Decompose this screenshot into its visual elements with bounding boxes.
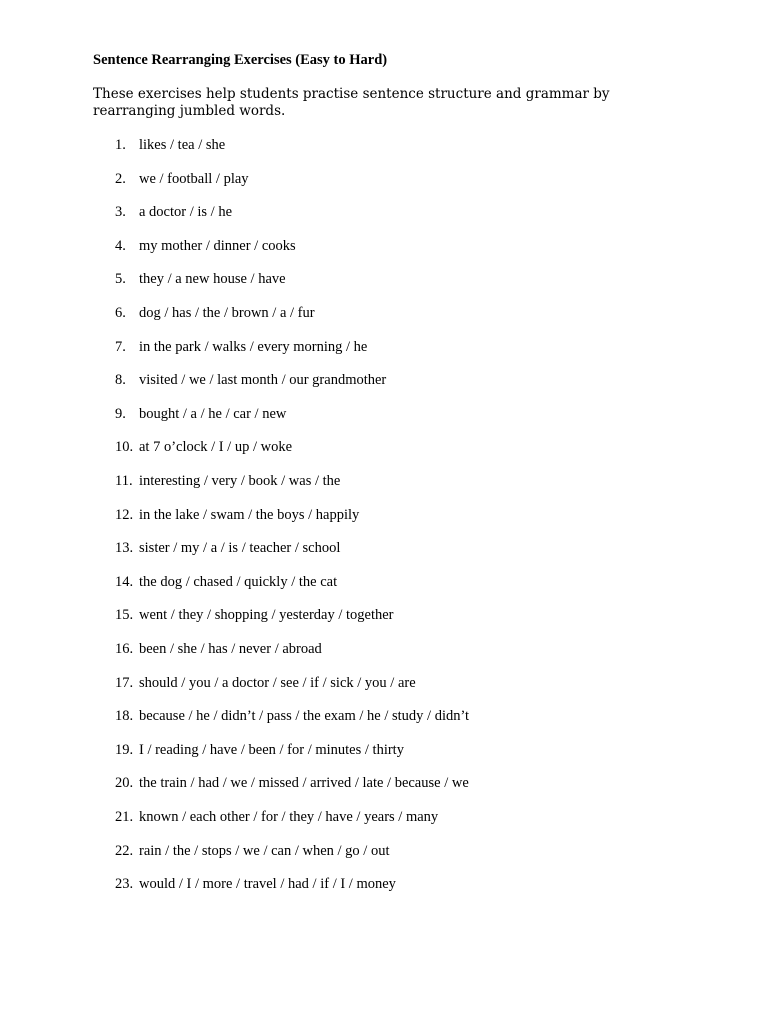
exercise-number: 12. bbox=[115, 506, 134, 523]
exercise-item bbox=[0, 203, 768, 221]
exercise-item bbox=[0, 640, 768, 658]
exercise-text: dog / has / the / brown / a / fur bbox=[139, 305, 315, 321]
exercise-number: 21. bbox=[115, 809, 134, 825]
exercise-text: I / reading / have / been / for / minutes / thirty bbox=[139, 741, 404, 758]
exercise-item bbox=[0, 539, 768, 557]
exercise-number: 4. bbox=[115, 237, 126, 254]
exercise-number: 2. bbox=[115, 170, 126, 187]
exercise-number: 5. bbox=[115, 271, 126, 288]
exercise-item bbox=[0, 707, 768, 725]
document-title: Sentence Rearranging Exercises (Easy to Hard) bbox=[93, 52, 388, 68]
exercise-text: bought / a / he / car / new bbox=[139, 405, 287, 422]
exercise-item bbox=[0, 338, 768, 356]
exercise-item bbox=[0, 304, 768, 322]
exercise-text: my mother / dinner / cooks bbox=[139, 237, 296, 254]
exercise-text: the train / had / we / missed / arrived / late / because / we bbox=[139, 775, 469, 792]
exercise-number: 10. bbox=[115, 439, 134, 456]
exercise-number: 13. bbox=[115, 540, 134, 557]
exercise-text: known / each other / for / they / have / years / many bbox=[139, 809, 439, 825]
exercise-number: 11. bbox=[115, 473, 133, 489]
exercise-item bbox=[0, 875, 768, 893]
exercise-text: would / I / more / travel / had / if / I / money bbox=[139, 876, 396, 893]
exercise-text: interesting / very / book / was / the bbox=[139, 473, 341, 489]
exercise-text: a doctor / is / he bbox=[139, 204, 233, 221]
exercise-number: 18. bbox=[115, 708, 134, 725]
exercise-number: 6. bbox=[115, 305, 126, 321]
exercise-text: went / they / shopping / yesterday / together bbox=[139, 607, 394, 624]
exercise-text: been / she / has / never / abroad bbox=[139, 641, 322, 657]
exercise-number: 15. bbox=[115, 607, 134, 624]
exercise-text: the dog / chased / quickly / the cat bbox=[139, 573, 338, 590]
exercise-item bbox=[0, 371, 768, 389]
exercise-number: 8. bbox=[115, 372, 126, 389]
exercise-item bbox=[0, 472, 768, 490]
exercise-text: because / he / didn’t / pass / the exam / he / study / didn’t bbox=[139, 708, 470, 725]
exercise-item bbox=[0, 606, 768, 624]
exercise-item bbox=[0, 270, 768, 288]
exercise-item bbox=[0, 774, 768, 792]
exercise-number: 1. bbox=[115, 137, 126, 153]
exercise-text: we / football / play bbox=[139, 170, 249, 187]
exercise-item bbox=[0, 674, 768, 692]
exercise-item bbox=[0, 405, 768, 423]
exercise-text: rain / the / stops / we / can / when / go / out bbox=[139, 842, 390, 859]
exercise-number: 3. bbox=[115, 204, 126, 221]
exercise-item bbox=[0, 808, 768, 826]
exercise-number: 17. bbox=[115, 674, 134, 691]
exercise-item bbox=[0, 170, 768, 188]
exercise-number: 19. bbox=[115, 741, 134, 758]
exercise-item bbox=[0, 842, 768, 860]
exercise-number: 7. bbox=[115, 338, 126, 355]
exercise-item bbox=[0, 506, 768, 524]
exercise-text: sister / my / a / is / teacher / school bbox=[139, 540, 341, 557]
exercise-text: at 7 o’clock / I / up / woke bbox=[139, 439, 293, 456]
exercise-item bbox=[0, 237, 768, 255]
exercise-number: 23. bbox=[115, 876, 134, 893]
exercise-text: should / you / a doctor / see / if / sick / you / are bbox=[139, 674, 416, 691]
exercise-text: likes / tea / she bbox=[139, 137, 226, 153]
exercise-number: 22. bbox=[115, 842, 134, 859]
exercise-number: 20. bbox=[115, 775, 134, 792]
exercise-text: in the park / walks / every morning / he bbox=[139, 338, 368, 355]
intro-paragraph: These exercises help students practise sentence structure and grammar by rearranging jumbled words. bbox=[93, 86, 610, 119]
exercise-number: 16. bbox=[115, 641, 134, 657]
exercise-text: in the lake / swam / the boys / happily bbox=[139, 506, 360, 523]
exercise-item bbox=[0, 136, 768, 154]
exercise-text: they / a new house / have bbox=[139, 271, 286, 288]
exercise-item bbox=[0, 573, 768, 591]
exercise-number: 9. bbox=[115, 405, 126, 422]
exercise-item bbox=[0, 741, 768, 759]
exercise-number: 14. bbox=[115, 573, 134, 590]
exercise-text: visited / we / last month / our grandmother bbox=[139, 372, 387, 389]
exercise-item bbox=[0, 438, 768, 456]
